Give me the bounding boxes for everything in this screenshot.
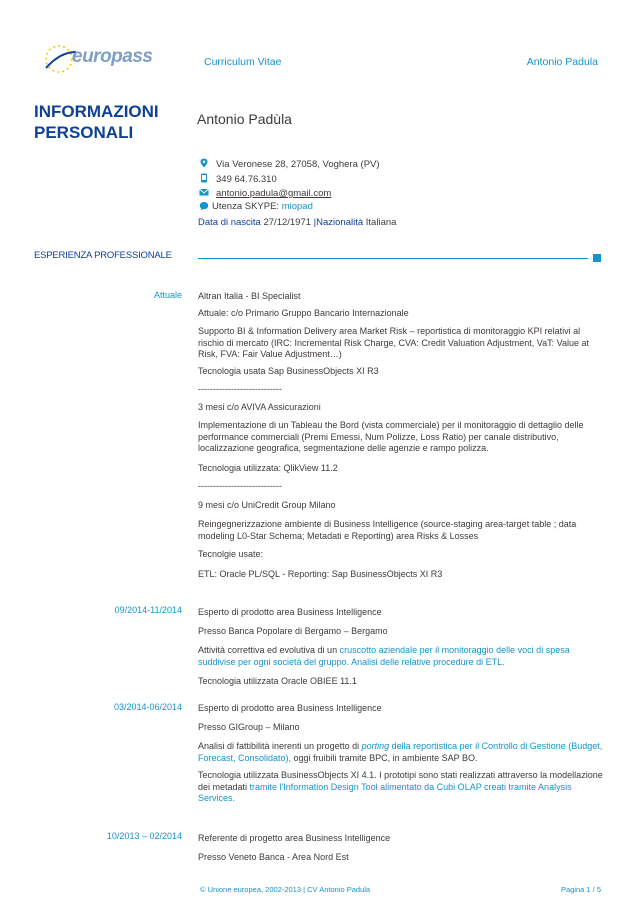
entry-line: ----------------------------: [198, 384, 282, 394]
birth-value: 27/12/1971: [263, 217, 312, 228]
entry-line: ETL: Oracle PL/SQL - Reporting: Sap BusinessObjects XI R3: [198, 569, 443, 579]
footer-copyright: © Unione europea, 2002-2013 | CV Antonio Padula: [200, 885, 371, 894]
entry-place: Presso Veneto Banca - Area Nord Est: [198, 852, 349, 862]
skype-id: miopad: [281, 201, 313, 212]
header-person-name: Antonio Padula: [526, 56, 598, 68]
section-marker: [593, 254, 601, 262]
entry-role: Esperto di prodotto area Business Intelligence: [198, 607, 382, 617]
birth-label: Data di nascita: [198, 217, 261, 228]
entry-date: 10/2013 – 02/2014: [106, 831, 182, 841]
entry-line: Supporto BI & Information Delivery area Market Risk – reportistica di monitoraggio KPI relativi al rischio di mercato (IRC: Incremental Risk Charge, CVA: Credit Valuation Adjustment, VaT: Value at Risk, FVA: Fair Value Adjustment…): [198, 326, 589, 359]
entry-line: Tecnolgie usate:: [198, 549, 264, 559]
entry-technology: Tecnologia utilizzata Oracle OBIEE 11.1: [198, 676, 357, 686]
entry-line: Implementazione di un Tableau the Bord (vista commerciale) per il monitoraggio di dettaglio delle performance commerciali (Premi Emessi, Num Polizze, Loss Ratio) per canale distributivo, localizzazione geografica, segmentazione delle agenzie e rampo polizza.: [198, 420, 584, 453]
chat-icon: [199, 201, 209, 211]
footer-page-number: Pagina 1 / 5: [560, 885, 601, 894]
entry-place: Presso Banca Popolare di Bergamo – Bergamo: [198, 626, 388, 636]
phone-icon: [199, 173, 209, 183]
entry-line: ----------------------------: [198, 481, 282, 491]
nationality-value: Italiana: [365, 217, 397, 228]
entry-date: Attuale: [153, 290, 182, 300]
skype-line: [212, 201, 313, 212]
section-divider: [198, 258, 588, 259]
entry-date: 03/2014-06/2014: [113, 702, 182, 712]
location-icon: [199, 158, 209, 168]
entry-line: 3 mesi c/o AVIVA Assicurazioni: [198, 402, 321, 412]
birth-line: [198, 217, 396, 228]
address: Via Veronese 28, 27058, Voghera (PV): [216, 159, 380, 170]
entry-line: Reingegnerizzazione ambiente di Business Intelligence (source-staging area-target table ; data modeling L0-Star Schema; Metadati e Reporting) area Risks & Losses: [198, 519, 577, 541]
europass-logo: [42, 42, 192, 78]
europass-logo-text: europass: [72, 46, 153, 67]
section-title-personal: INFORMAZIONI PERSONALI: [34, 102, 159, 142]
entry-line: Attuale: c/o Primario Gruppo Bancario Internazionale: [198, 308, 409, 318]
entry-line: Altran Italia - BI Specialist: [198, 291, 301, 301]
person-name: Antonio Padùla: [197, 111, 292, 127]
entry-description: Analisi di fattibilità inerenti un progetto di porting della reportistica per il Controllo di Gestione (Budget, Forecast, Consolidato), oggi fruibili tramite BPC, in ambiente SAP BO.: [198, 741, 603, 763]
skype-label: Utenza SKYPE:: [212, 201, 280, 212]
phone: 349 64.76.310: [216, 174, 277, 185]
entry-line: Tecnologia usata Sap BusinessObjects XI R3: [198, 366, 379, 376]
email-link[interactable]: antonio.padula@gmail.com: [216, 188, 332, 199]
entry-description: Attività correttiva ed evolutiva di un cruscotto aziendale per il monitoraggio delle voci di spesa suddivise per ogni società del gruppo. Analisi delle relative procedure di ETL.: [198, 645, 570, 667]
entry-line: Tecnologia utilizzata: QlikView 11.2: [198, 463, 338, 473]
entry-line: 9 mesi c/o UniCredit Group Milano: [198, 500, 336, 510]
entry-technology: Tecnologia utilizzata BusinessObjects XI 4.1. I prototipi sono stati realizzati attraverso la modellazione dei metadati tramite l'Information Design Tool alimentato da Cubi OLAP creati tramite Analysis Services.: [198, 770, 603, 803]
entry-role: Referente di progetto area Business Intelligence: [198, 833, 391, 843]
section-title-experience: ESPERIENZA PROFESSIONALE: [34, 250, 172, 261]
entry-date: 09/2014-11/2014: [114, 605, 182, 615]
nationality-label: Nazionalità: [316, 217, 364, 228]
entry-place: Presso GIGroup – Milano: [198, 722, 300, 732]
email-icon: [199, 187, 209, 197]
entry-role: Esperto di prodotto area Business Intelligence: [198, 703, 382, 713]
nationality-separator: |: [313, 217, 317, 228]
doc-title: Curriculum Vitae: [204, 56, 282, 68]
